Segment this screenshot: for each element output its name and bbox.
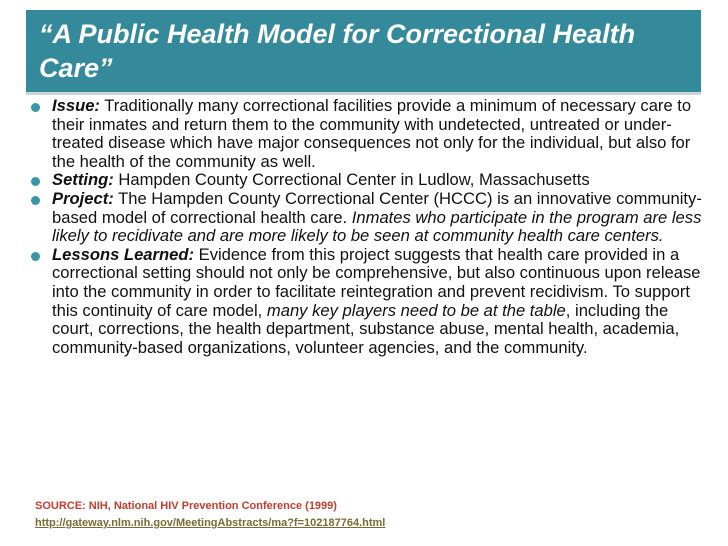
bullet-term: Lessons Learned: — [52, 244, 195, 264]
bullet-issue — [30, 97, 704, 171]
bullet-text: Evidence from this project suggests that health care provided in a correctional setting should not only be comprehensive, but also continuous upon release into the community in order to facilitate reintegration and prevent recidivism. To support this continuity of care model, — [52, 244, 701, 320]
bullet-setting — [30, 171, 704, 190]
bullet-project — [30, 190, 704, 246]
bullet-text: The Hampden County Correctional Center (HCCC) is an innovative community-based model of correctional health care. — [52, 188, 702, 227]
bullet-term: Project: — [52, 188, 114, 208]
bullet-text-after: , including the court, corrections, the health department, substance abuse, mental health, academia, community-based organizations, volunteer agencies, and the community. — [52, 300, 680, 357]
source-link[interactable]: http://gateway.nlm.nih.gov/MeetingAbstracts/ma?f=102187764.html — [35, 517, 386, 529]
slide-title: “A Public Health Model for Correctional Health Care” — [39, 19, 636, 83]
bullet-term: Issue: — [52, 96, 100, 115]
bullet-list — [30, 97, 704, 357]
bullet-text: Hampden County Correctional Center in Ludlow, Massachusetts — [113, 170, 590, 190]
bullet-dot-icon — [31, 196, 40, 205]
bullet-dot-icon — [31, 177, 40, 186]
title-bar — [26, 10, 701, 95]
bullet-lessons-learned — [30, 246, 704, 358]
source-text: SOURCE: NIH, National HIV Prevention Conference (1999) — [35, 500, 337, 512]
bullet-text: Traditionally many correctional facilities provide a minimum of necessary care to their inmates and return them to the community with undetected, untreated or under-treated disease which have major consequences not only for the individual, but also for the health of the community as well. — [52, 96, 692, 171]
bullet-dot-icon — [31, 103, 40, 112]
bullet-emphasis: Inmates who participate in the program are less likely to recidivate and are more likely to be seen at community health care centers. — [52, 207, 702, 246]
bullet-dot-icon — [31, 252, 40, 261]
bullet-emphasis: many key players need to be at the table — [266, 300, 566, 320]
bullet-term: Setting: — [52, 170, 114, 190]
source-citation — [35, 498, 715, 532]
